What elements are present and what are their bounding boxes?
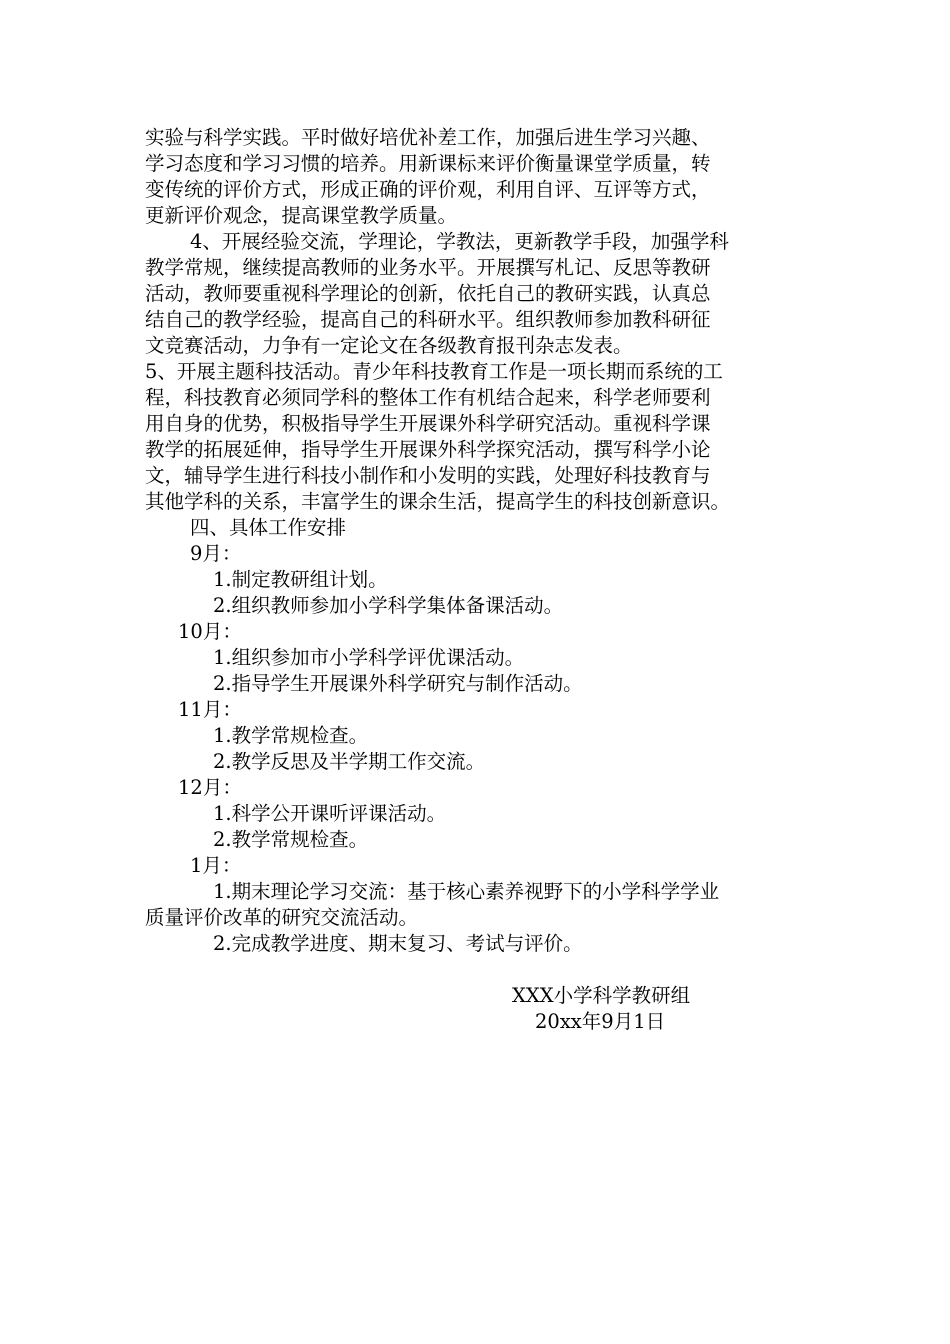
paragraph-line: 5、开展主题科技活动。青少年科技教育工作是一项长期而系统的工 [145,360,723,383]
section-heading: 四、具体工作安排 [190,516,347,539]
signature-org: XXX小学科学教研组 [512,984,691,1007]
paragraph-line: 更新评价观念，提高课堂教学质量。 [145,204,458,227]
paragraph-line: 程，科技教育必须同学科的整体工作有机结合起来，科学老师要利 [145,386,711,409]
schedule-item: 1.科学公开课听评课活动。 [213,802,447,825]
schedule-item: 1.期末理论学习交流：基于核心素养视野下的小学科学学业 [213,880,720,903]
paragraph-line: 用自身的优势，积极指导学生开展课外科学研究活动。重视科学课 [145,412,711,435]
paragraph-line: 文竞赛活动，力争有一定论文在各级教育报刊杂志发表。 [145,334,633,357]
schedule-item: 2.组织教师参加小学科学集体备课活动。 [213,594,564,617]
paragraph-line: 其他学科的关系，丰富学生的课余生活，提高学生的科技创新意识。 [145,490,731,513]
signature-date: 20xx年9月1日 [535,1010,666,1033]
schedule-item: 1.制定教研组计划。 [213,568,388,591]
paragraph-line: 结自己的教学经验，提高自己的科研水平。组织教师参加教科研征 [145,308,711,331]
paragraph-line: 实验与科学实践。平时做好培优补差工作，加强后进生学习兴趣、 [145,126,711,149]
paragraph-line: 教学常规，继续提高教师的业务水平。开展撰写札记、反思等教研 [145,256,711,279]
schedule-item: 1.教学常规检查。 [213,724,369,747]
paragraph-line: 变传统的评价方式，形成正确的评价观，利用自评、互评等方式， [145,178,711,201]
schedule-item: 2.教学反思及半学期工作交流。 [213,750,486,773]
month-heading: 11月： [178,698,242,721]
month-heading: 1月： [190,854,242,877]
paragraph-line: 活动，教师要重视科学理论的创新，依托自己的教研实践，认真总 [145,282,711,305]
month-heading: 10月： [178,620,242,643]
month-heading: 12月： [178,776,242,799]
schedule-item: 1.组织参加市小学科学评优课活动。 [213,646,525,669]
schedule-item-continuation: 质量评价改革的研究交流活动。 [145,906,419,929]
month-heading: 9月： [190,542,242,565]
paragraph-line: 教学的拓展延伸，指导学生开展课外科学探究活动，撰写科学小论 [145,438,711,461]
schedule-item: 2.指导学生开展课外科学研究与制作活动。 [213,672,583,695]
paragraph-line: 文，辅导学生进行科技小制作和小发明的实践，处理好科技教育与 [145,464,711,487]
schedule-item: 2.完成教学进度、期末复习、考试与评价。 [213,932,583,955]
paragraph-line: 4、开展经验交流，学理论，学教法，更新教学手段，加强学科 [190,230,729,253]
paragraph-line: 学习态度和学习习惯的培养。用新课标来评价衡量课堂学质量，转 [145,152,711,175]
schedule-item: 2.教学常规检查。 [213,828,369,851]
